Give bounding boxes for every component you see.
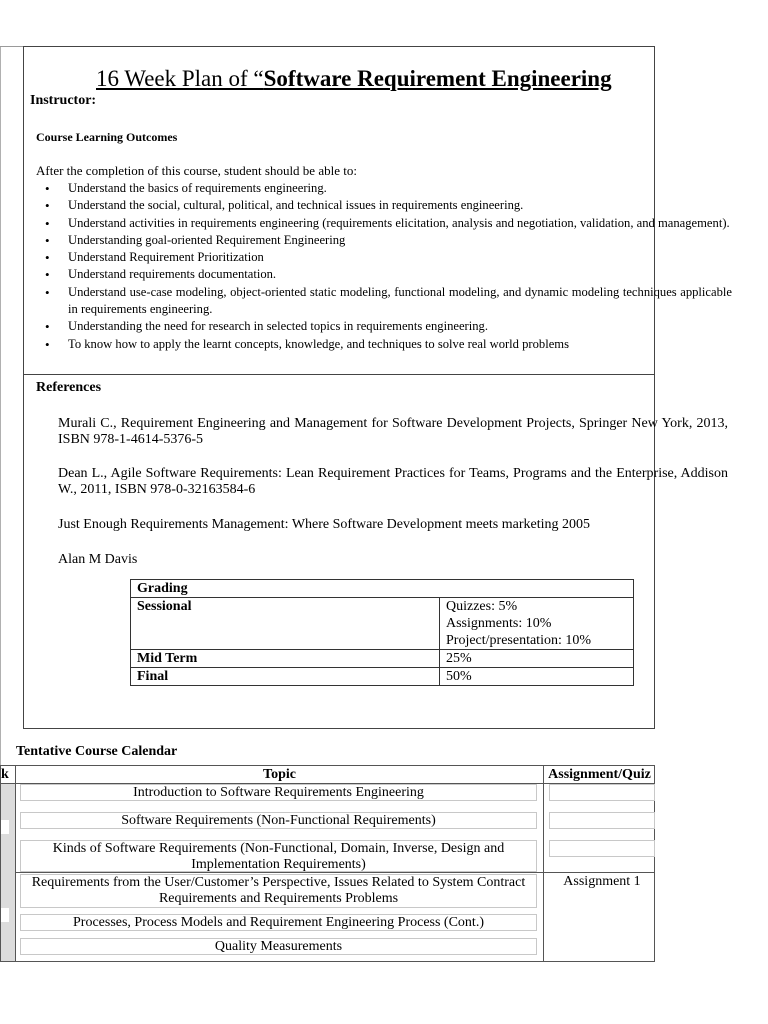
list-item: • Understand the social, cultural, political, and technical issues in requirements engineering. [36, 197, 732, 214]
topic-column-header: Topic [263, 767, 296, 782]
assignment-column-header: Assignment/Quiz [548, 767, 651, 782]
references-heading: References [36, 380, 102, 395]
instructor-label: Instructor: [30, 93, 97, 108]
final-label: Final [131, 668, 440, 686]
list-item: • Understand the basics of requirements engineering. [36, 180, 732, 197]
page-title: 16 Week Plan of “Software Requirement Engineering [96, 66, 612, 91]
reference-item: Murali C., Requirement Engineering and Management for Software Development Projects, Springer New York, 2013, ISBN 978-1-4614-5376-5 [58, 416, 728, 447]
assignment-column-divider [543, 765, 544, 962]
list-item: • Understand use-case modeling, object-oriented static modeling, functional modeling, and dynamic modeling techniques applicable in requirements engineering. [36, 284, 732, 319]
calendar-row-assignment [549, 784, 655, 801]
list-item: • Understanding the need for research in selected topics in requirements engineering. [36, 318, 732, 335]
calendar-row-topic: Introduction to Software Requirements Engineering [20, 784, 537, 801]
midterm-value: 25% [440, 650, 634, 668]
sessional-label: Sessional [131, 598, 440, 650]
calendar-title: Tentative Course Calendar [16, 744, 178, 759]
sessional-values [440, 598, 634, 650]
list-item: • Understand activities in requirements engineering (requirements elicitation, analysis and negotiation, validation, and management). [36, 215, 732, 232]
table-row [131, 650, 634, 668]
calendar-row-assignment [549, 812, 655, 829]
list-item: • To know how to apply the learnt concepts, knowledge, and techniques to solve real world problems [36, 336, 732, 353]
assignment-weight: Assignments: 10% [446, 616, 552, 631]
calendar-row-assignment: Assignment 1 [563, 874, 641, 889]
week-column-header: k [1, 767, 9, 782]
midterm-label: Mid Term [131, 650, 440, 668]
calendar-row-topic: Kinds of Software Requirements (Non-Functional, Domain, Inverse, Design and Implementation Requirements) [20, 840, 537, 872]
week-column-fill [1, 784, 15, 961]
list-item: • Understand Requirement Prioritization [36, 249, 732, 266]
reference-item: Just Enough Requirements Management: Where Software Development meets marketing 2005 [58, 517, 590, 532]
table-row [131, 598, 634, 650]
final-value: 50% [440, 668, 634, 686]
section-divider [23, 374, 655, 375]
table-row [131, 580, 634, 598]
clo-heading: Course Learning Outcomes [36, 130, 178, 144]
reference-item: Dean L., Agile Software Requirements: Lean Requirement Practices for Teams, Programs and the Enterprise, Addison W., 2011, ISBN 978-0-32163584-6 [58, 466, 728, 497]
list-item: • Understand requirements documentation. [36, 266, 732, 283]
calendar-row-topic: Software Requirements (Non-Functional Requirements) [20, 812, 537, 829]
week-cell [1, 908, 9, 922]
week-column-divider [15, 765, 16, 962]
reference-item: Alan M Davis [58, 552, 138, 567]
table-row [131, 668, 634, 686]
list-item: • Understanding goal-oriented Requirement Engineering [36, 232, 732, 249]
page-top-rule [0, 46, 24, 47]
calendar-row-topic: Requirements from the User/Customer’s Perspective, Issues Related to System Contract Requirements and Requirements Problems [20, 874, 537, 908]
calendar-row-topic: Quality Measurements [20, 938, 537, 955]
calendar-row-topic: Processes, Process Models and Requirement Engineering Process (Cont.) [20, 914, 537, 931]
quiz-weight: Quizzes: 5% [446, 599, 518, 614]
grading-table [130, 579, 634, 686]
week-cell [1, 820, 9, 834]
clo-intro: After the completion of this course, student should be able to: [36, 163, 357, 178]
grading-heading: Grading [131, 580, 634, 598]
outcomes-list [36, 180, 732, 353]
project-weight: Project/presentation: 10% [446, 633, 592, 648]
calendar-row-assignment [549, 840, 655, 857]
